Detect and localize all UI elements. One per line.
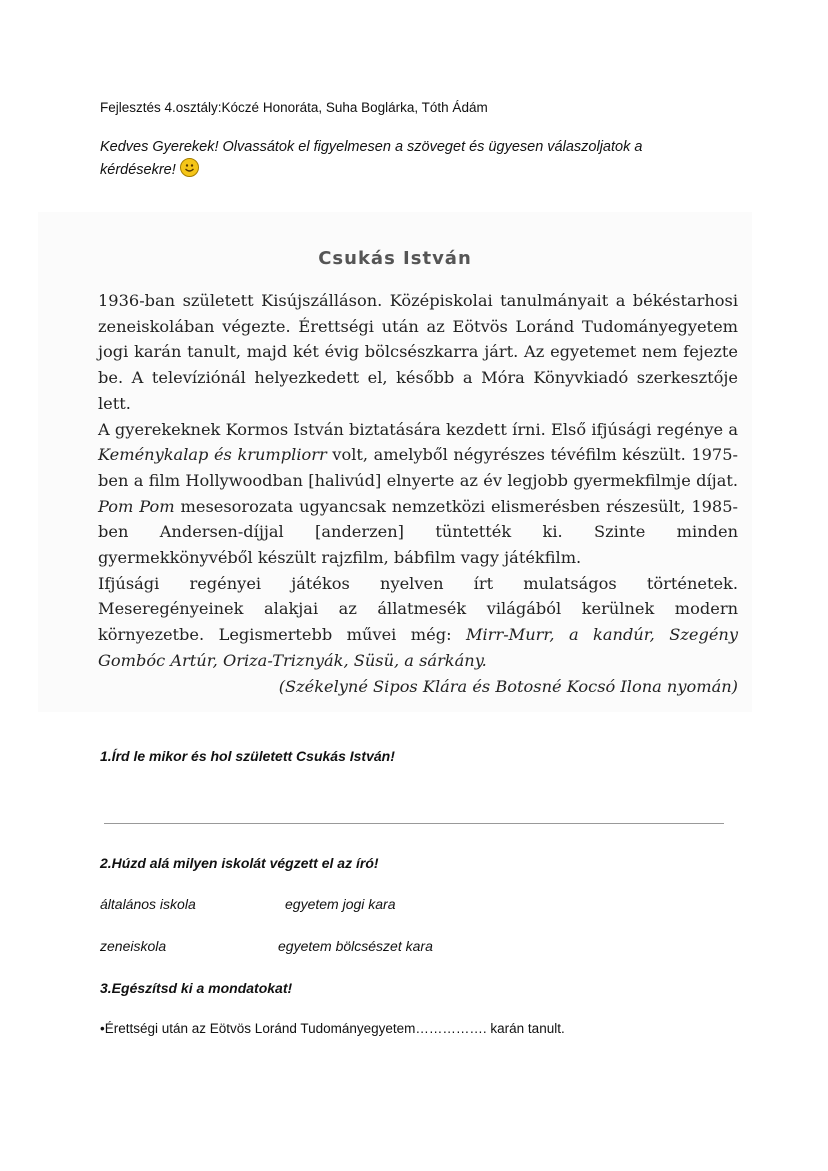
answer-line[interactable] — [104, 823, 724, 824]
article-paragraph — [98, 417, 738, 571]
question-3: 3.Egészítsd ki a mondatokat! — [100, 980, 293, 996]
intro-instruction — [100, 137, 700, 181]
paragraph-text: mesesorozata ugyancsak nemzetközi elismerésben részesült, 1985-ben Andersen-díjjal [anderzen] tüntették ki. Szinte minden gyermekkönyvéből készült rajzfilm, bábfilm vagy játékfilm. — [98, 496, 738, 568]
article-body — [98, 288, 738, 699]
worksheet-credit: Fejlesztés 4.osztály:Kóczé Honoráta, Suha Boglárka, Tóth Ádám — [100, 100, 488, 115]
article-paragraph — [98, 288, 738, 417]
paragraph-text: A gyerekeknek Kormos István biztatására kezdett írni. Első ifjúsági regénye a — [98, 419, 738, 439]
question-1: 1.Írd le mikor és hol született Csukás István! — [100, 748, 395, 764]
series-title: Pom Pom — [98, 496, 175, 516]
smiley-face-icon — [180, 158, 199, 177]
paragraph-text: 1936-ban született Kisújszálláson. Középiskolai tanulmányait a békéstarhosi zeneiskolában végezte. Érettségi után az Eötvös Loránd Tudományegyetem jogi karán tanult, majd két évig bölcsészkarra járt. Az egyetemet nem fejezte be. A televíziónál helyezkedett el, később a Móra Könyvkiadó szerkesztője lett. — [98, 291, 738, 413]
book-title: Keménykalap és krumpliorr — [98, 445, 327, 465]
option-general-school[interactable]: általános iskola — [100, 896, 196, 912]
works-list: Mirr-Murr, a kandúr, Szegény Gombóc Artúr, Oriza-Triznyák, Süsü, a sárkány. — [98, 625, 738, 670]
intro-text: Kedves Gyerekek! Olvassátok el figyelmesen a szöveget és ügyesen válaszoljatok a kérdésekre! — [100, 139, 643, 178]
article-source: (Székelyné Sipos Klára és Botosné Kocsó Ilona nyomán) — [278, 676, 738, 696]
option-music-school[interactable]: zeneiskola — [100, 938, 167, 954]
article-paragraph — [98, 571, 738, 674]
paragraph-text: Ifjúsági regényei játékos nyelven írt mulatságos történetek. Meseregényeinek alakjai az állatmesék világából kerülnek modern környezetbe. Legismertebb művei még: — [98, 573, 738, 645]
question-2: 2.Húzd alá milyen iskolát végzett el az író! — [100, 855, 379, 871]
option-humanities-faculty[interactable]: egyetem bölcsészet kara — [278, 938, 433, 954]
article-title: Csukás István — [318, 248, 472, 269]
fill-in-sentence[interactable]: •Érettségi után az Eötvös Loránd Tudományegyetem……………. karán tanult. — [100, 1021, 565, 1036]
paragraph-text: volt, amelyből négyrészes tévéfilm készült. 1975-ben a film Hollywoodban [halivúd] elnyerte az év legjobb gyermekfilmje díjat. — [98, 445, 738, 490]
option-law-faculty[interactable]: egyetem jogi kara — [285, 896, 396, 912]
scanned-article — [38, 212, 752, 712]
